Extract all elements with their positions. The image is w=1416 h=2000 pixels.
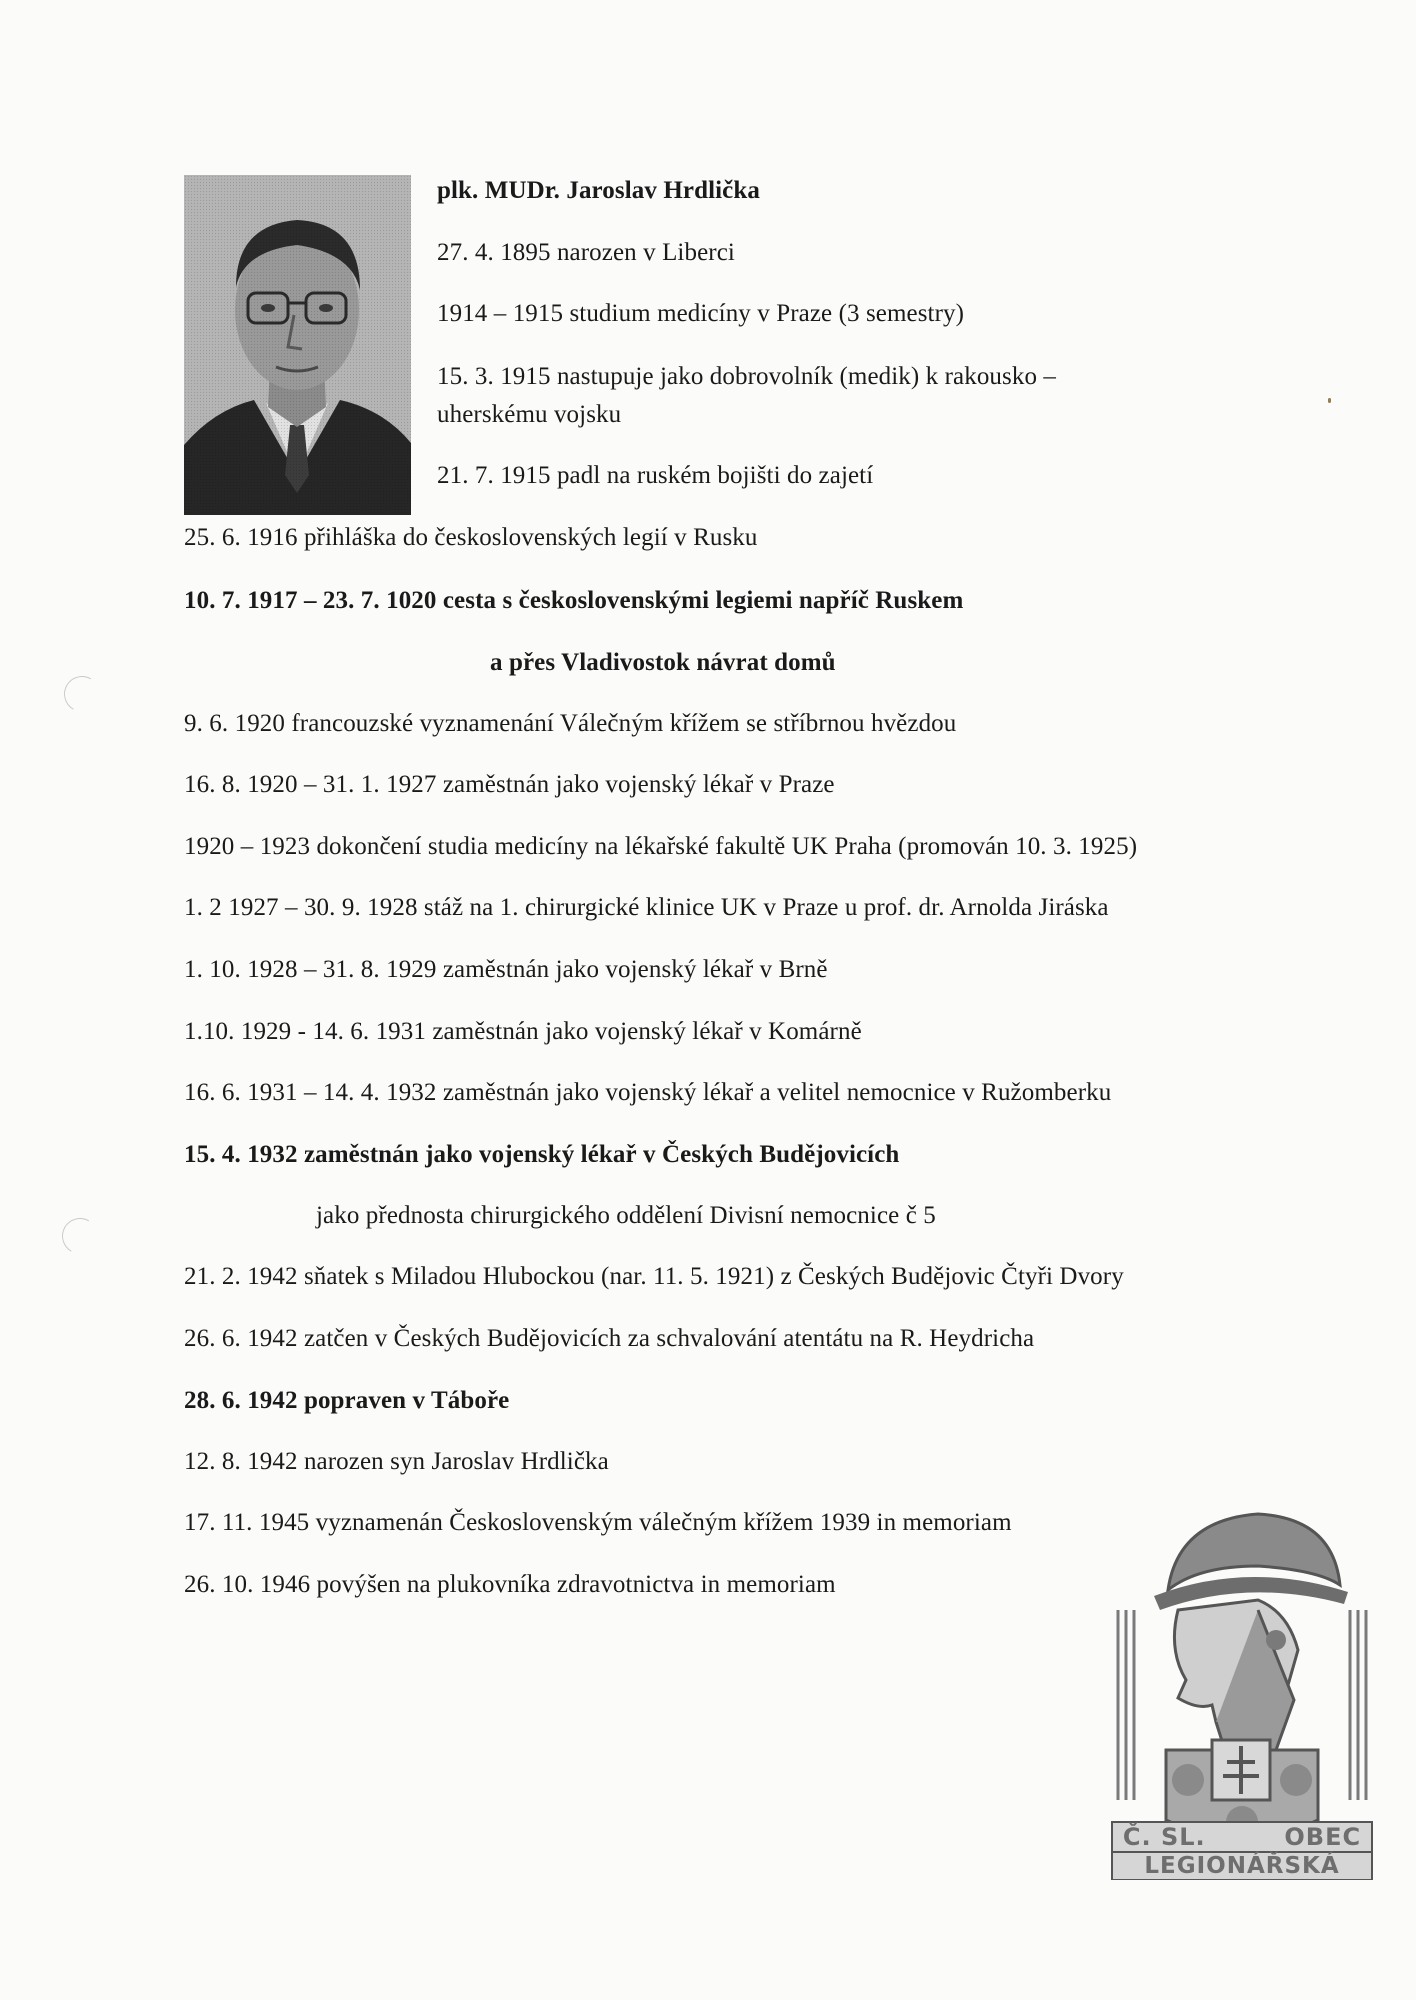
timeline-line-12: 21. 2. 1942 sňatek s Miladou Hlubockou (nar. 11. 5. 1921) z Českých Budějovic Čtyři Dvory	[184, 1263, 1124, 1290]
timeline-line-15: 12. 8. 1942 narozen syn Jaroslav Hrdlička	[184, 1448, 609, 1475]
timeline-line-9: 16. 6. 1931 – 14. 4. 1932 zaměstnán jako vojenský lékař a velitel nemocnice v Ružomberku	[184, 1079, 1112, 1106]
logo-text-obec: OBEC	[1284, 1823, 1362, 1851]
timeline-line-4: 16. 8. 1920 – 31. 1. 1927 zaměstnán jako vojenský lékař v Praze	[184, 771, 835, 798]
header-line-5: 21. 7. 1915 padl na ruském bojišti do zajetí	[437, 462, 874, 489]
timeline-line-10: 15. 4. 1932 zaměstnán jako vojenský lékař v Českých Budějovicích	[184, 1141, 900, 1168]
timeline-line-2: a přes Vladivostok návrat domů	[490, 649, 836, 676]
punch-hole-top	[60, 672, 104, 716]
portrait-illustration	[184, 175, 411, 515]
timeline-line-1: 10. 7. 1917 – 23. 7. 1020 cesta s československými legiemi napříč Ruskem	[184, 587, 964, 614]
timeline-line-3: 9. 6. 1920 francouzské vyznamenání Válečným křížem se stříbrnou hvězdou	[184, 710, 957, 737]
timeline-line-0: 25. 6. 1916 přihláška do československých legií v Rusku	[184, 524, 758, 551]
paper-speck	[1328, 398, 1331, 403]
timeline-line-7: 1. 10. 1928 – 31. 8. 1929 zaměstnán jako vojenský lékař v Brně	[184, 956, 828, 983]
header-line-4: uherskému vojsku	[437, 401, 622, 428]
logo-text-line2: LEGIONÁŘSKÁ	[1144, 1853, 1340, 1879]
header-line-1: 27. 4. 1895 narozen v Liberci	[437, 239, 735, 266]
timeline-line-14: 28. 6. 1942 popraven v Táboře	[184, 1387, 510, 1414]
punch-hole-bottom	[58, 1214, 102, 1258]
timeline-line-5: 1920 – 1923 dokončení studia medicíny na lékařské fakultě UK Praha (promován 10. 3. 1925)	[184, 833, 1138, 860]
legion-emblem-logo	[1108, 1500, 1376, 1880]
timeline-line-6: 1. 2 1927 – 30. 9. 1928 stáž na 1. chirurgické klinice UK v Praze u prof. dr. Arnolda Jiráska	[184, 894, 1109, 921]
timeline-line-13: 26. 6. 1942 zatčen v Českých Budějovicích za schvalování atentátu na R. Heydricha	[184, 1325, 1035, 1352]
logo-text-csl: Č. SL.	[1122, 1823, 1206, 1851]
timeline-line-8: 1.10. 1929 - 14. 6. 1931 zaměstnán jako vojenský lékař v Komárně	[184, 1018, 862, 1045]
timeline-line-11: jako přednosta chirurgického oddělení Divisní nemocnice č 5	[316, 1202, 936, 1229]
portrait-photo	[184, 175, 411, 515]
header-line-2: 1914 – 1915 studium medicíny v Praze (3 semestry)	[437, 300, 965, 327]
logo-text-line1	[1108, 1823, 1376, 1851]
timeline-line-17: 26. 10. 1946 povýšen na plukovníka zdravotnictva in memoriam	[184, 1571, 836, 1598]
header-line-0: plk. MUDr. Jaroslav Hrdlička	[437, 177, 760, 204]
header-line-3: 15. 3. 1915 nastupuje jako dobrovolník (medik) k rakousko –	[437, 363, 1057, 390]
timeline-line-16: 17. 11. 1945 vyznamenán Československým válečným křížem 1939 in memoriam	[184, 1509, 1012, 1536]
